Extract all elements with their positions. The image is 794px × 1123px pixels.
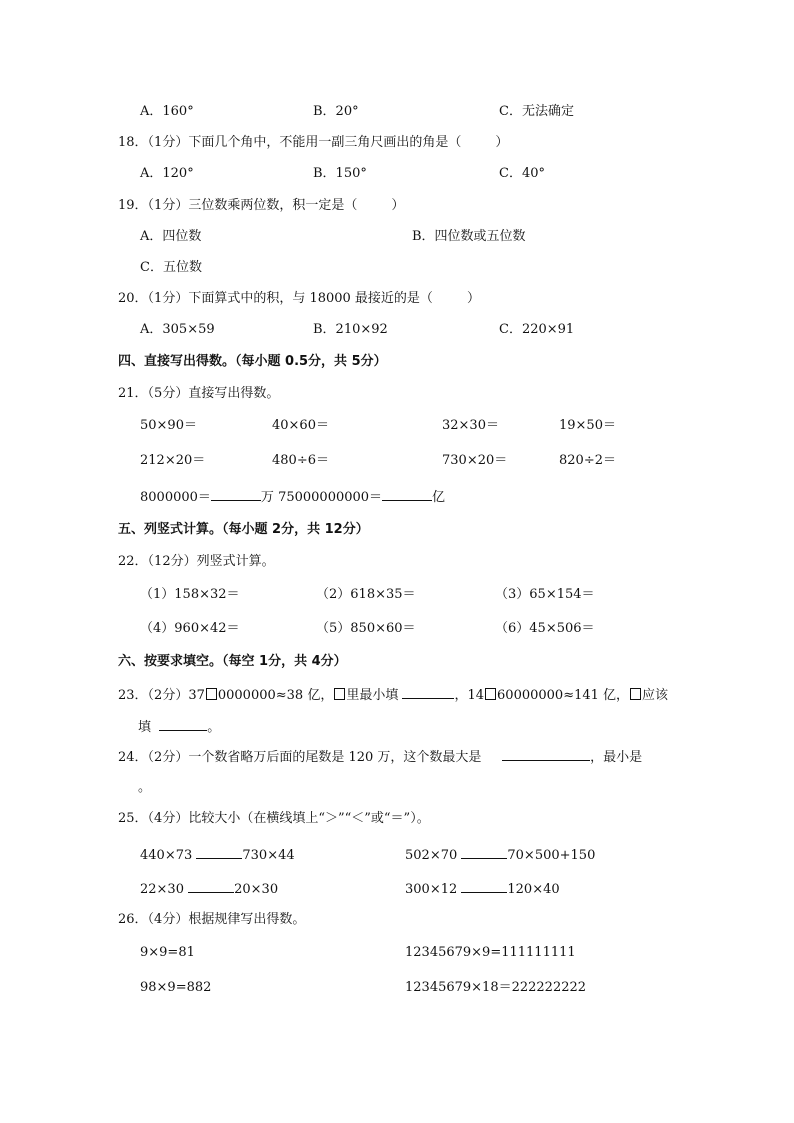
q21-item: 212×20＝ xyxy=(140,453,206,468)
q17-option-a: A．160° xyxy=(140,104,194,119)
q22-item: （3）65×154＝ xyxy=(495,587,595,602)
q25-item: 300×12 120×40 xyxy=(405,879,560,899)
q21-item: 19×50＝ xyxy=(559,418,616,433)
q26-pattern-left: 98×9=882 xyxy=(140,980,212,995)
q25-item: 502×70 70×500+150 xyxy=(405,845,595,865)
q26-pattern-left: 9×9=81 xyxy=(140,945,195,960)
answer-blank[interactable] xyxy=(196,845,242,859)
q25-item: 440×73 730×44 xyxy=(140,845,295,865)
q26-stem: 26．（4分）根据规律写出得数。 xyxy=(118,912,306,927)
q24-line-1: 24．（2分）一个数省略万后面的尾数是 120 万，这个数最大是 ，最小是 xyxy=(118,747,642,767)
q21-stem: 21．（5分）直接写出得数。 xyxy=(118,386,280,401)
section-6-title: 六、按要求填空。（每空 1分，共 4分） xyxy=(118,654,347,669)
q20-option-a: A．305×59 xyxy=(140,322,215,337)
q18-option-a: A．120° xyxy=(140,166,194,181)
answer-blank[interactable] xyxy=(461,845,507,859)
q24-line-2: 。 xyxy=(138,780,152,795)
square-box xyxy=(206,688,217,700)
q18-stem: 18．（1分）下面几个角中，不能用一副三角尺画出的角是（ ） xyxy=(118,135,509,150)
square-box xyxy=(630,688,641,700)
q18-option-c: C．40° xyxy=(499,166,545,181)
q22-item: （4）960×42＝ xyxy=(140,621,240,636)
q19-option-a: A．四位数 xyxy=(140,229,202,244)
q23-line-2: 填 。 xyxy=(138,717,220,737)
q18-option-b: B．150° xyxy=(313,166,367,181)
q22-stem: 22．（12分）列竖式计算。 xyxy=(118,554,275,569)
q21-item: 40×60＝ xyxy=(272,418,329,433)
answer-blank[interactable] xyxy=(382,487,432,501)
q22-item: （6）45×506＝ xyxy=(495,621,595,636)
q21-item: 50×90＝ xyxy=(140,418,197,433)
q22-item: （1）158×32＝ xyxy=(140,587,240,602)
q26-pattern-right: 12345679×18＝222222222 xyxy=(405,980,587,995)
section-5-title: 五、列竖式计算。（每小题 2分，共 12分） xyxy=(118,522,369,537)
q20-stem: 20．（1分）下面算式中的积，与 18000 最接近的是（ ） xyxy=(118,291,480,306)
answer-blank[interactable] xyxy=(402,685,454,699)
q17-option-b: B．20° xyxy=(313,104,359,119)
q20-option-b: B．210×92 xyxy=(313,322,388,337)
q21-item: 730×20＝ xyxy=(442,453,508,468)
answer-blank[interactable] xyxy=(502,747,590,761)
square-box xyxy=(334,688,345,700)
q22-item: （5）850×60＝ xyxy=(316,621,416,636)
q21-item: 32×30＝ xyxy=(442,418,499,433)
q21-conversion-row: 8000000＝ 万 75000000000＝ 亿 xyxy=(140,487,445,507)
q25-stem: 25．（4分）比较大小（在横线填上“＞”“＜”或“＝”）。 xyxy=(118,811,430,826)
section-4-title: 四、直接写出得数。（每小题 0.5分，共 5分） xyxy=(118,354,387,369)
answer-blank[interactable] xyxy=(461,879,507,893)
q19-option-c: C．五位数 xyxy=(140,260,202,275)
q22-item: （2）618×35＝ xyxy=(316,587,416,602)
answer-blank[interactable] xyxy=(188,879,234,893)
q26-pattern-right: 12345679×9=111111111 xyxy=(405,945,576,960)
square-box xyxy=(485,688,496,700)
q21-item: 480÷6＝ xyxy=(272,453,329,468)
answer-blank[interactable] xyxy=(211,487,261,501)
q25-item: 22×30 20×30 xyxy=(140,879,278,899)
q21-item: 820÷2＝ xyxy=(559,453,616,468)
q17-option-c: C．无法确定 xyxy=(499,104,574,119)
answer-blank[interactable] xyxy=(159,717,207,731)
q20-option-c: C．220×91 xyxy=(499,322,575,337)
q19-option-b: B．四位数或五位数 xyxy=(412,229,526,244)
q19-stem: 19．（1分）三位数乘两位数，积一定是（ ） xyxy=(118,198,405,213)
q23-line-1: 23．（2分）37 0000000≈38 亿， 里最小填 ，14 60000000≈141 亿， 应该 xyxy=(118,685,668,705)
